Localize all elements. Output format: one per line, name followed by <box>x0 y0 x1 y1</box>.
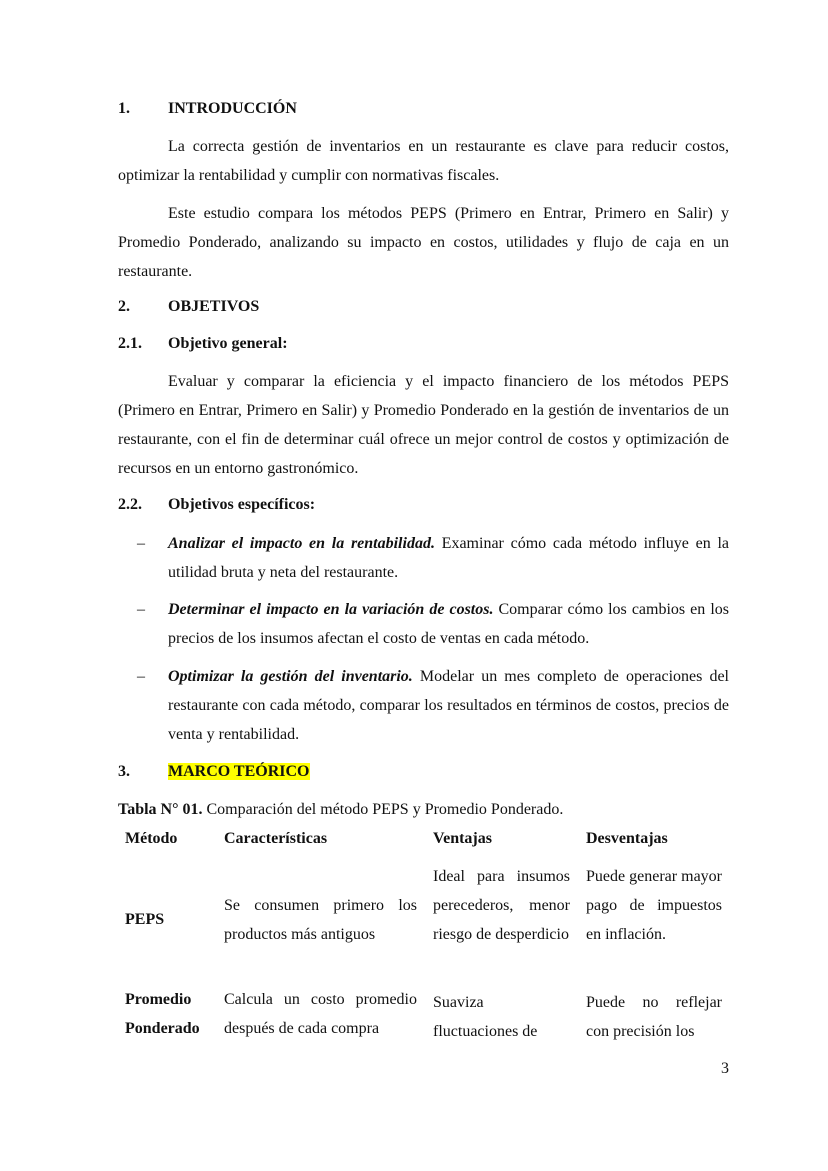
bullet-dash: – <box>137 535 145 552</box>
objective-text: Examinar cómo cada método influye en la utilidad bruta y neta del restaurante. <box>168 535 729 581</box>
table-cell-method: Promedio Ponderado <box>125 991 200 1037</box>
table-caption <box>118 795 563 824</box>
section-2-2-number: 2.2. <box>118 496 142 513</box>
bullet-dash: – <box>137 601 145 618</box>
table-header-desventajas: Desventajas <box>586 830 668 847</box>
objective-text: Comparar cómo los cambios en los precios de los insumos afectan el costo de ventas en cada método. <box>168 601 729 647</box>
specific-objective-2 <box>168 595 729 653</box>
table-header-metodo: Método <box>125 830 178 847</box>
section-1-number: 1. <box>118 100 130 117</box>
objective-text: Modelar un mes completo de operaciones del restaurante con cada método, comparar los resultados en términos de costos, precios de venta y rentabilidad. <box>168 668 729 743</box>
bullet-dash: – <box>137 668 145 685</box>
intro-paragraph-2-text: Este estudio compara los métodos PEPS (Primero en Entrar, Primero en Salir) y Promedio Ponderado, analizando su impacto en costos, utilidades y flujo de caja en un restaurante. <box>118 205 729 280</box>
table-cell-disadvantages: Puede no reflejar con precisión los <box>586 994 722 1040</box>
section-2-1-number: 2.1. <box>118 335 142 352</box>
table-header-ventajas: Ventajas <box>433 830 492 847</box>
specific-objective-1 <box>168 529 729 587</box>
section-2-number: 2. <box>118 298 130 315</box>
objective-lead: Optimizar la gestión del inventario. <box>168 668 413 685</box>
objective-lead: Determinar el impacto en la variación de costos. <box>168 601 494 618</box>
section-3-number: 3. <box>118 763 130 780</box>
table-caption-label: Tabla N° 01. <box>118 801 203 818</box>
page-number: 3 <box>721 1060 729 1077</box>
section-1-title: INTRODUCCIÓN <box>168 100 297 117</box>
table-cell-advantages: Suaviza fluctuaciones de <box>433 994 538 1040</box>
section-3-title <box>168 757 310 786</box>
section-2-title: OBJETIVOS <box>168 298 260 315</box>
section-2-2-title: Objetivos específicos: <box>168 496 316 513</box>
table-caption-text: Comparación del método PEPS y Promedio Ponderado. <box>202 801 564 818</box>
table-cell-characteristics: Se consumen primero los productos más antiguos <box>224 897 417 943</box>
intro-paragraph-1-text: La correcta gestión de inventarios en un restaurante es clave para reducir costos, optimizar la rentabilidad y cumplir con normativas fiscales. <box>118 138 729 184</box>
table-cell-characteristics: Calcula un costo promedio después de cada compra <box>224 991 417 1037</box>
table-header-caracteristicas: Características <box>224 830 328 847</box>
intro-paragraph-2 <box>118 199 729 286</box>
table-cell-method: PEPS <box>125 911 165 928</box>
section-2-1-title: Objetivo general: <box>168 335 288 352</box>
intro-paragraph-1 <box>118 132 729 190</box>
objective-lead: Analizar el impacto en la rentabilidad. <box>168 535 435 552</box>
general-objective-paragraph <box>118 367 729 483</box>
table-cell-advantages: Ideal para insumos perecederos, menor riesgo de desperdicio <box>433 868 570 943</box>
table-cell-disadvantages: Puede generar mayor pago de impuestos en inflación. <box>586 868 722 943</box>
highlighted-title: MARCO TEÓRICO <box>168 763 310 780</box>
specific-objective-3 <box>168 662 729 749</box>
general-objective-text: Evaluar y comparar la eficiencia y el impacto financiero de los métodos PEPS (Primero en Entrar, Primero en Salir) y Promedio Ponderado en la gestión de inventarios de un restaurante, con el fin de determinar cuál ofrece un mejor control de costos y optimización de recursos en un entorno gastronómico. <box>118 373 729 477</box>
